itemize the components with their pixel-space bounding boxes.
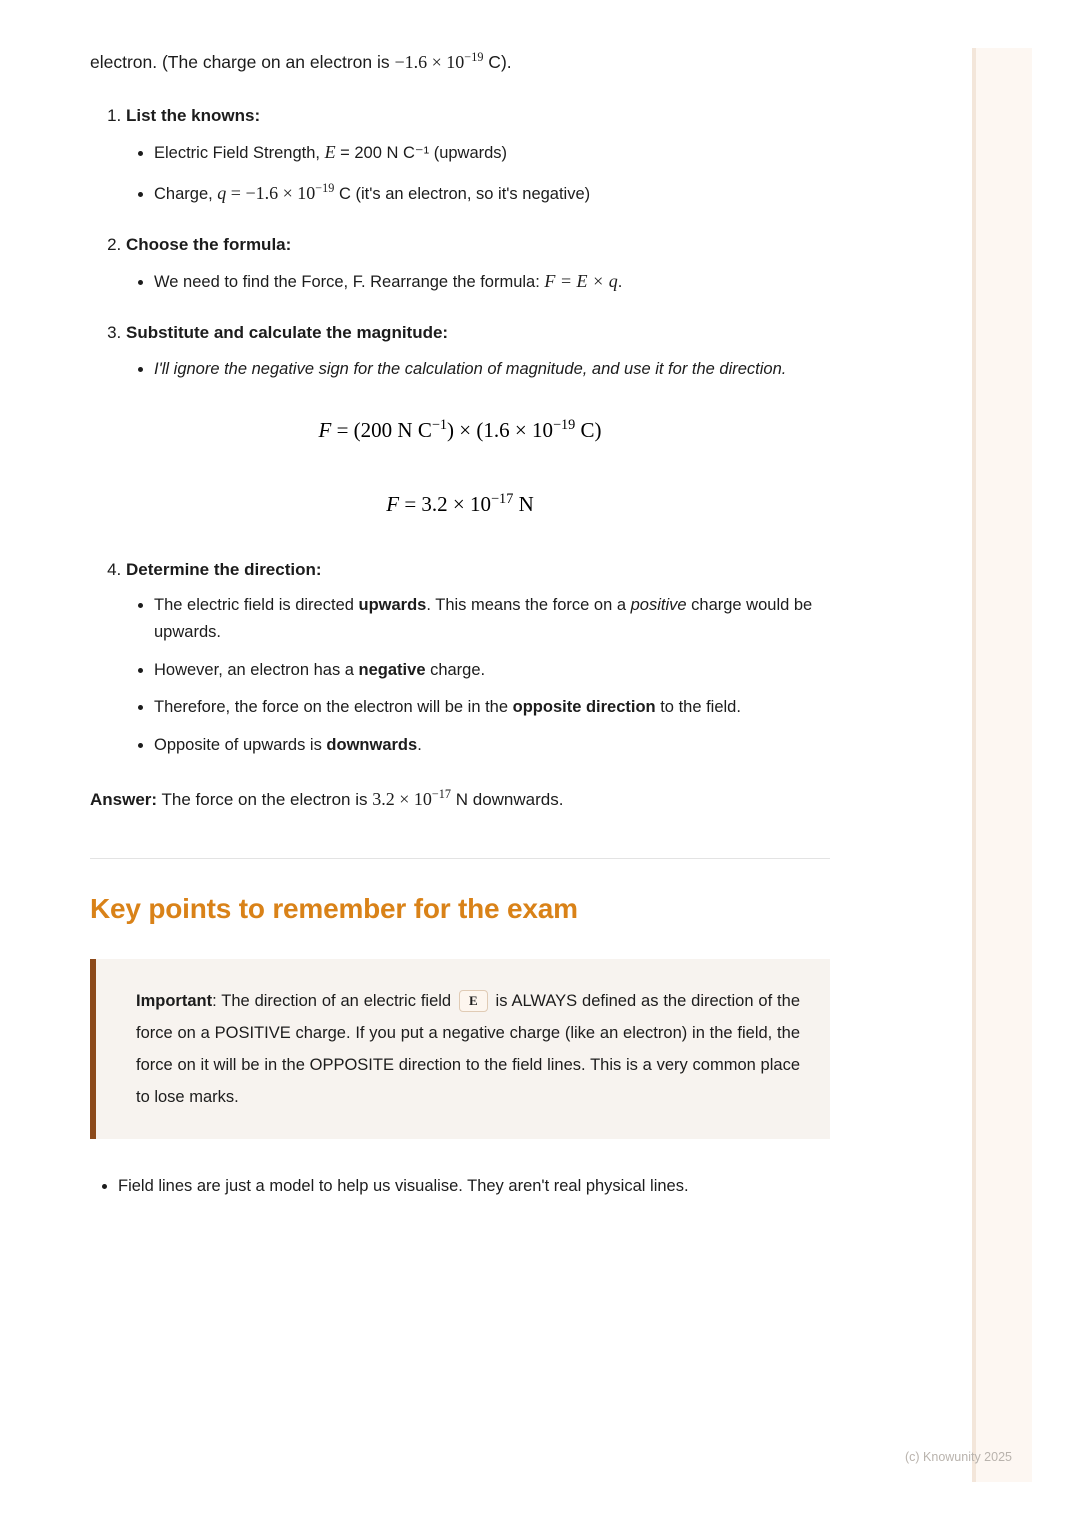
solution-steps — [90, 103, 830, 383]
lead-post: C). — [483, 52, 512, 72]
list-item: • Electric Field Strength, E = 200 N C⁻¹ (upwards) — [154, 138, 830, 167]
step-item-2 — [126, 232, 830, 297]
step-item-4 — [126, 557, 830, 759]
section-heading: Key points to remember for the exam — [90, 892, 578, 924]
step-title-2: Choose the formula: — [126, 234, 292, 254]
callout-label: Important — [136, 991, 213, 1010]
step-title-4: Determine the direction: — [126, 559, 322, 579]
formula-inline: F = E × q — [544, 271, 618, 292]
step-title-3: Substitute and calculate the magnitude: — [126, 323, 449, 343]
answer-line: Answer: The force on the electron is $3.2 \times 10^{-17}$ N downwards. — [90, 786, 564, 809]
step-1-bullets — [126, 138, 830, 207]
lead-value: $-1.6 \times 10^{-19}$ — [394, 50, 484, 72]
document-content — [90, 48, 830, 1200]
callout-text: Important: The direction of an electric field E is ALWAYS defined as the direction of the force on a POSITIVE charge. If you put a negative charge (like an electron) in the field, the force on it will be in the OPPOSITE direction to the field lines. This is a very common place to lose marks. — [136, 991, 800, 1107]
list-item: • Field lines are just a model to help us visualise. They aren't real physical lines. — [118, 1173, 830, 1200]
list-item: • Therefore, the force on the electron will be in the opposite direction to the field. — [154, 694, 830, 721]
answer-label: Answer: — [90, 789, 158, 809]
step-2-bullets — [126, 267, 830, 296]
step-item-3 — [126, 320, 830, 382]
answer-value: $3.2 \times 10^{-17}$ — [372, 786, 452, 809]
lead-pre: electron. (The charge on an electron is — [90, 52, 395, 72]
list-item: • I'll ignore the negative sign for the calculation of magnitude, and use it for the direction. — [154, 356, 830, 383]
list-item: • We need to find the Force, F. Rearrange the formula: F = E × q. — [154, 267, 830, 296]
section-divider — [90, 858, 830, 859]
watermark: (c) Knowunity 2025 — [904, 1450, 1012, 1464]
step-3-bullets — [126, 356, 830, 383]
final-bullets — [90, 1173, 830, 1200]
lead-paragraph — [90, 48, 830, 77]
important-callout — [90, 959, 830, 1140]
page-edge-panel — [976, 48, 1032, 1482]
list-item: • However, an electron has a negative charge. — [154, 657, 830, 684]
solution-steps-continued — [90, 557, 830, 759]
display-equation-1: F = (200 N $C^{-1}) \times (1.6 \times 10^{-19}$ C) — [318, 416, 602, 442]
charge-value: = $-1.6 \times 10^{-19}$ — [226, 180, 335, 203]
list-item: • Charge, $q = -1.6 \times 10^{-19}$ C (it's an electron, so it's negative) — [154, 179, 830, 208]
list-item: • Opposite of upwards is downwards. — [154, 732, 830, 759]
list-item: • The electric field is directed upwards. This means the force on a positive charge would be upwards. — [154, 592, 830, 645]
step-title-1: List the knowns: — [126, 105, 261, 125]
step-4-bullets — [126, 592, 830, 759]
symbol-E: E — [324, 142, 336, 163]
display-equation-2: $F = 3.2 \times 10^{-17}$ N — [386, 490, 534, 516]
field-symbol-chip: E — [459, 990, 488, 1012]
step-item-1 — [126, 103, 830, 208]
symbol-q: q — [217, 182, 227, 203]
